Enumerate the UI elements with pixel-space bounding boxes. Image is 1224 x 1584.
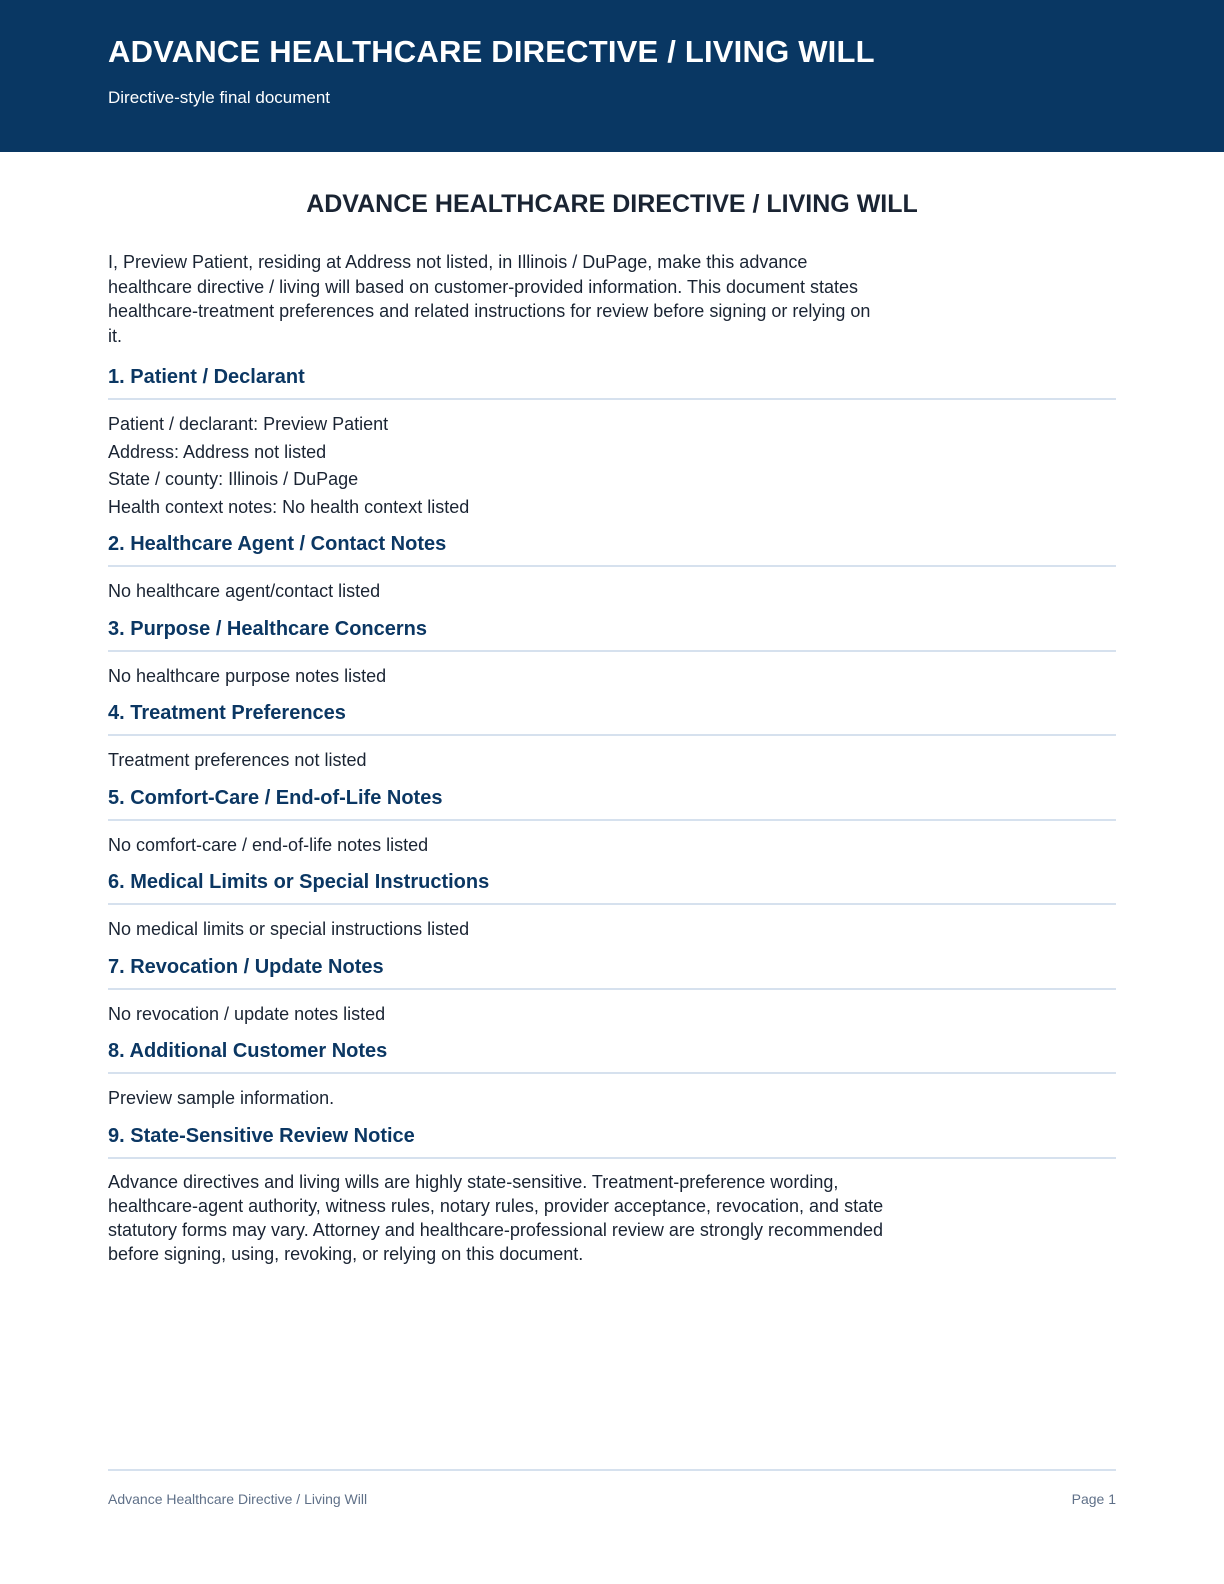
banner-title: ADVANCE HEALTHCARE DIRECTIVE / LIVING WILL <box>108 34 875 69</box>
section-line: No healthcare agent/contact listed <box>108 581 381 601</box>
section-line: No comfort-care / end-of-life notes listed <box>108 834 429 855</box>
section-heading: 1. Patient / Declarant <box>108 364 1116 400</box>
footer-divider <box>108 1469 1116 1471</box>
section-heading: 6. Medical Limits or Special Instructions <box>108 869 1116 905</box>
section-body <box>108 663 1116 691</box>
section-heading: 4. Treatment Preferences <box>108 700 1116 736</box>
section-body <box>108 578 1116 606</box>
footer-page-number: Page 1 <box>1071 1491 1116 1507</box>
section-body <box>108 411 1116 521</box>
section-line: Health context notes: No health context listed <box>108 496 470 517</box>
section-body <box>108 1001 1116 1029</box>
section-medical-limits <box>108 869 1116 944</box>
section-line: No revocation / update notes listed <box>108 1003 386 1024</box>
footer-document-name: Advance Healthcare Directive / Living Will <box>108 1491 368 1507</box>
header-banner <box>0 0 1224 152</box>
section-healthcare-agent <box>108 531 1116 606</box>
section-line: Treatment preferences not listed <box>108 750 367 770</box>
section-review-notice <box>108 1123 1116 1266</box>
section-heading: 9. State-Sensitive Review Notice <box>108 1123 1116 1159</box>
document-title: ADVANCE HEALTHCARE DIRECTIVE / LIVING WILL <box>306 190 918 218</box>
intro-paragraph: I, Preview Patient, residing at Address not listed, in Illinois / DuPage, make this advance healthcare directive / living will based on customer-provided information. This document states healthcare-treatment preferences and related instructions for review before signing or relying on it. <box>108 252 871 346</box>
section-body <box>108 1085 1116 1113</box>
section-heading: 5. Comfort-Care / End-of-Life Notes <box>108 785 1116 821</box>
section-patient <box>108 364 1116 521</box>
section-heading: 8. Additional Customer Notes <box>108 1038 1116 1074</box>
section-line: State / county: Illinois / DuPage <box>108 469 359 489</box>
document-body <box>108 188 1116 1266</box>
section-line: No healthcare purpose notes listed <box>108 665 387 686</box>
section-body <box>108 832 1116 860</box>
section-heading: 2. Healthcare Agent / Contact Notes <box>108 531 1116 567</box>
section-line: No medical limits or special instructions listed <box>108 919 470 939</box>
section-heading: 7. Revocation / Update Notes <box>108 954 1116 990</box>
review-notice-text: Advance directives and living wills are highly state-sensitive. Treatment-preference wording, healthcare-agent authority, witness rules, notary rules, provider acceptance, revocation, and state statutory forms may vary. Attorney and healthcare-professional review are strongly recommended before signing, using, revoking, or relying on this document. <box>108 1171 884 1264</box>
section-revocation <box>108 954 1116 1029</box>
banner-subtitle: Directive-style final document <box>108 88 331 107</box>
section-additional-notes <box>108 1038 1116 1113</box>
section-line: Preview sample information. <box>108 1088 335 1108</box>
section-treatment-preferences <box>108 700 1116 775</box>
section-purpose <box>108 616 1116 691</box>
section-line: Patient / declarant: Preview Patient <box>108 414 389 434</box>
section-line: Address: Address not listed <box>108 441 327 462</box>
section-body <box>108 747 1116 775</box>
section-body <box>108 916 1116 944</box>
section-comfort-care <box>108 785 1116 860</box>
section-heading: 3. Purpose / Healthcare Concerns <box>108 616 1116 652</box>
